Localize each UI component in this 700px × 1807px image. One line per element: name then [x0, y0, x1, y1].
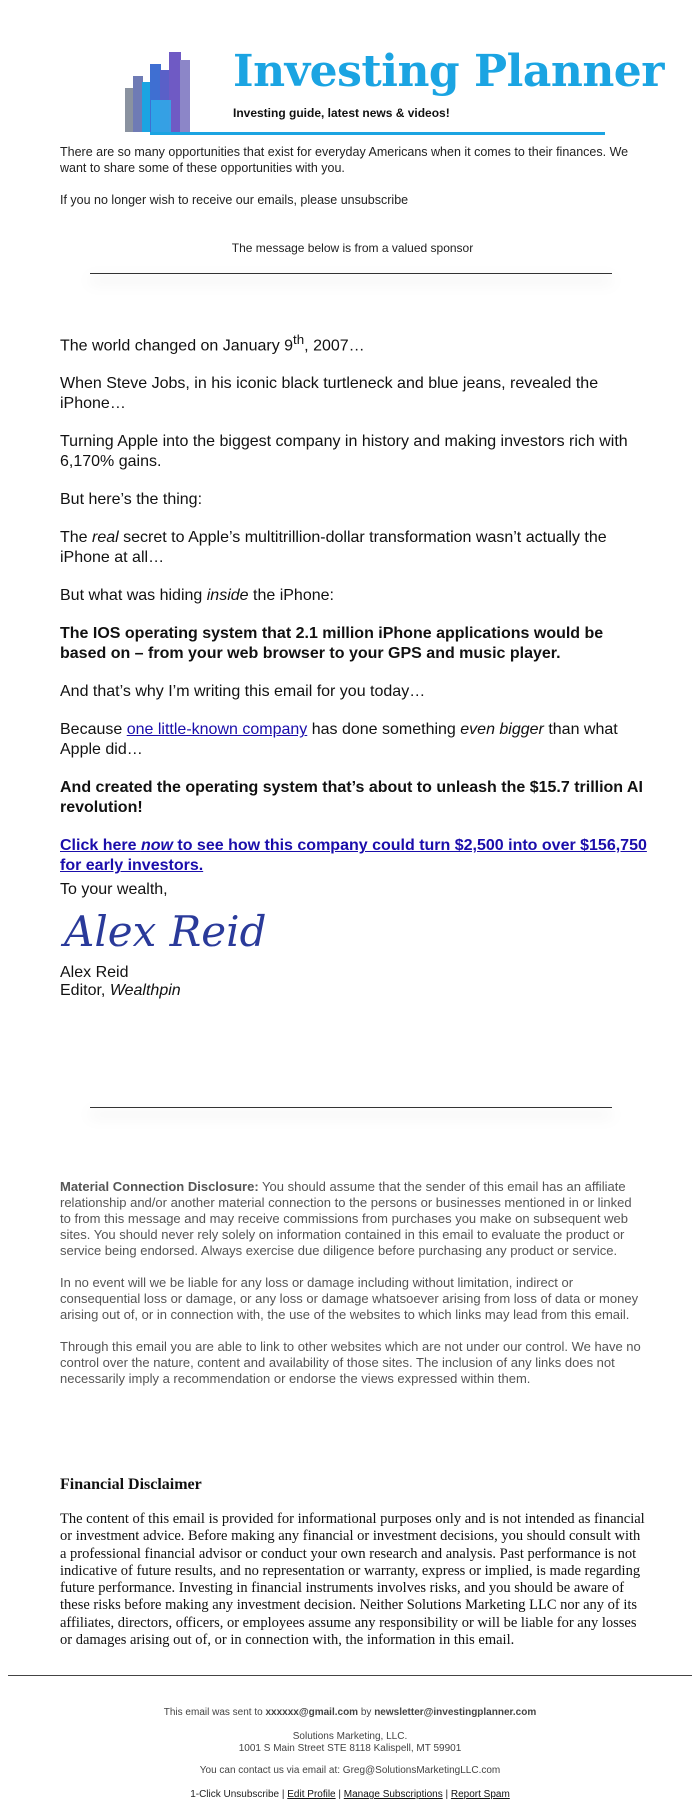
paragraph-9: [60, 720, 650, 760]
paragraph-1: [60, 330, 650, 356]
paragraph-6: [60, 586, 650, 606]
intro-text: There are so many opportunities that exist for everyday Americans when it comes to their finances. We want to share some of these opportunities with you.: [60, 145, 629, 175]
signature-text: Alex Reid: [64, 907, 267, 956]
paragraph-3: Turning Apple into the biggest company in history and making investors rich with 6,170% gains.: [60, 433, 628, 471]
author-title: [60, 981, 181, 1001]
publication-name: Wealthpin: [109, 982, 181, 999]
material-label: Material Connection Disclosure:: [60, 1179, 259, 1194]
company-link[interactable]: one little-known company: [126, 721, 308, 739]
material-text: You should assume that the sender of this email has an affiliate relationship and/or another material connection to the persons or businesses mentioned in or linked to from this message and may receive commissions from purchases you make on subsequent web sites. You should never rely solely on information contained in this email to evaluate the product or service being endorsed. Always exercise due diligence before purchasing any product or service.: [60, 1179, 632, 1258]
sent-by: by: [358, 1707, 375, 1718]
company-name: Solutions Marketing, LLC.: [292, 1731, 408, 1742]
sent-prefix: This email was sent to: [163, 1707, 266, 1718]
footer-divider: [8, 1675, 692, 1676]
p1-sup: th: [293, 332, 305, 347]
p9-suffix: than what Apple did…: [60, 721, 618, 759]
cta-prefix: Click here: [60, 837, 141, 855]
handwritten-signature: [60, 898, 267, 962]
p1-prefix: The world changed on January 9: [60, 337, 294, 355]
unsubscribe-line: [60, 192, 645, 208]
paragraph-4: But here’s the thing:: [60, 491, 203, 509]
contact-line: You can contact us via email at: Greg@SolutionsMarketingLLC.com: [199, 1765, 501, 1776]
header-divider: [150, 132, 605, 135]
p6-suffix: the iPhone:: [248, 587, 334, 605]
manage-subscriptions-link[interactable]: Manage Subscriptions: [343, 1789, 443, 1800]
author-name: Alex Reid: [60, 964, 129, 981]
unsubscribe-prefix: If you no longer wish to receive our emails, please: [60, 193, 341, 207]
brand-tagline: Investing guide, latest news & videos!: [233, 106, 450, 120]
paragraph-5: [60, 528, 650, 568]
sender-email: newsletter@investingplanner.com: [374, 1707, 537, 1718]
separator: |: [279, 1789, 288, 1800]
p5-prefix: The: [60, 529, 93, 547]
paragraph-8: And that’s why I’m writing this email for you today…: [60, 683, 426, 701]
cta-link[interactable]: [60, 837, 647, 874]
sign-off: To your wealth,: [60, 881, 168, 898]
cta-suffix: to see how this company could turn $2,500 into over $156,750 for early investors.: [60, 837, 647, 875]
p6-em: inside: [206, 587, 249, 605]
p1-suffix: , 2007…: [304, 337, 365, 355]
brand-title: Investing Planner: [233, 46, 664, 97]
p9-em: even bigger: [460, 721, 544, 739]
p9-prefix: Because: [60, 721, 127, 739]
author-title-prefix: Editor,: [60, 982, 110, 999]
separator: |: [442, 1789, 451, 1800]
material-disclosure: [60, 1179, 645, 1259]
bottom-divider: [90, 1107, 612, 1108]
paragraph-10: And created the operating system that’s about to unleash the $15.7 trillion AI revolution!: [60, 779, 643, 817]
recipient-email: xxxxxx@gmail.com: [265, 1707, 359, 1718]
message-body: [60, 330, 650, 894]
header: [90, 40, 664, 132]
company-address: 1001 S Main Street STE 8118 Kalispell, MT 59901: [238, 1743, 462, 1754]
footer-links: [0, 1788, 700, 1801]
unsubscribe-link[interactable]: unsubscribe: [340, 193, 409, 207]
sponsor-note: The message below is from a valued sponsor: [231, 241, 474, 255]
liability-disclosure: In no event will we be liable for any loss or damage including without limitation, indirect or consequential loss or damage, or any loss or damage whatsoever arising from loss of data or money arising out of, or in connection with, the use of the websites to which links may lead from this email.: [60, 1275, 639, 1322]
p5-em: real: [92, 529, 119, 547]
p9-middle: has done something: [307, 721, 461, 739]
financial-disclaimer-text: The content of this email is provided for informational purposes only and is not intended as financial or investment advice. Before making any financial or investment decisions, you should consult with a professional financial advisor or conduct your own research and analysis. Past performance is not indicative of future results, and no representation or warranty, express or implied, is made regarding future performance. Investing in financial instruments involves risks, and you should be aware of these risks before making any investment decision. Neither Solutions Marketing LLC nor any of its affiliates, directors, officers, or employees assume any responsibility or will be liable for any losses or damages arising out of, or in connection with, the information in this email.: [60, 1511, 645, 1649]
paragraph-7: The IOS operating system that 2.1 million iPhone applications would be based on – from your web browser to your GPS and music player.: [60, 625, 604, 663]
bar-chart-logo-icon: [125, 50, 207, 132]
p6-prefix: But what was hiding: [60, 587, 207, 605]
paragraph-2: When Steve Jobs, in his iconic black turtleneck and blue jeans, revealed the iPhone…: [60, 375, 599, 413]
disclosures: [60, 1179, 645, 1403]
cta-paragraph: [60, 836, 650, 876]
one-click-unsubscribe-link[interactable]: 1-Click Unsubscribe: [190, 1789, 280, 1800]
sent-to-line: [0, 1706, 700, 1719]
edit-profile-link[interactable]: Edit Profile: [287, 1789, 336, 1800]
separator: |: [335, 1789, 344, 1800]
third-party-disclosure: Through this email you are able to link to other websites which are not under our control. We have no control over the nature, content and availability of those sites. The inclusion of any links does not necessarily imply a recommendation or endorse the views expressed within them.: [60, 1339, 641, 1386]
top-divider: [90, 273, 612, 274]
report-spam-link[interactable]: Report Spam: [450, 1789, 510, 1800]
financial-disclaimer-heading: Financial Disclaimer: [60, 1476, 202, 1493]
p5-suffix: secret to Apple’s multitrillion-dollar transformation wasn’t actually the iPhone at all…: [60, 529, 607, 567]
cta-em: now: [140, 837, 173, 855]
